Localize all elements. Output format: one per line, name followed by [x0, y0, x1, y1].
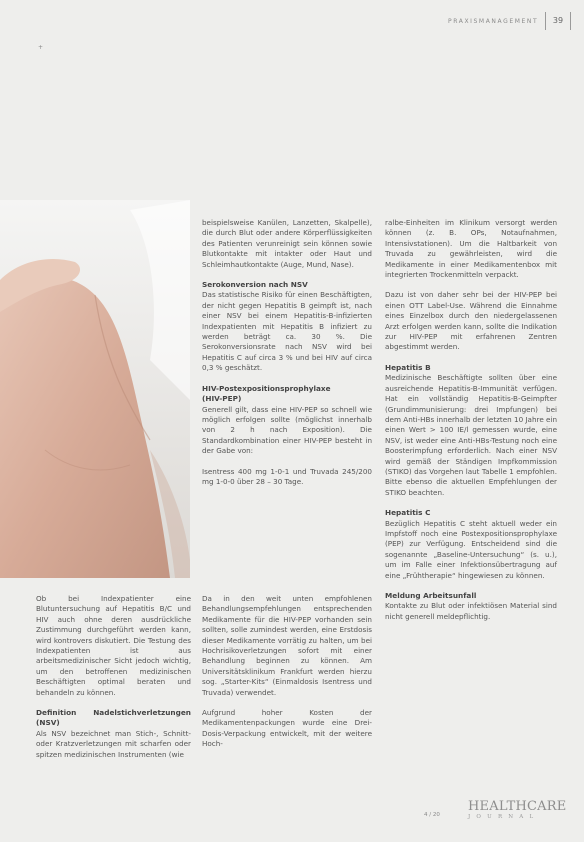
heading-hiv-pep: HIV-Postexpositionsprophylaxe: [202, 383, 331, 393]
paragraph: Generell gilt, dass eine HIV-PEP so schnell wie möglich erfolgen sollte (möglichst innerhalb von 2 h nach Exposition). Die Standardkombination einer HIV-PEP besteht in der Gabe von:: [202, 404, 372, 456]
text-column-c: [36, 594, 191, 770]
logo-subtitle: JOURNAL: [468, 814, 540, 820]
heading-meldung: Meldung Arbeitsunfall: [385, 591, 477, 600]
hand-photo: [0, 200, 190, 578]
text-column-d: [202, 594, 372, 760]
paragraph: Medizinische Beschäftigte sollten über eine ausreichende Hepatitis-B-Immunität verfügen. Hat ein vollständig Hepatitis-B-Geimpfter (Grundimmunisierung: drei Impfungen) bei dem Anti-HBs innerhalb der letzten 10 Jahre ein einen Wert > 100 IE/l gemessen wurde, eine NSV, ist weder eine Anti-HBs-Testung noch eine Boosterimpfung erforderlich. Nach einer NSV wird gemäß der Ständigen Impfkommission (STIKO) das Vorgehen laut Tabelle 1 empfohlen. Bitte ebenso die aktuellen Empfehlungen der STIKO beachten.: [385, 373, 557, 497]
hand-illustration: [0, 200, 190, 578]
paragraph: Ob bei Indexpatienter eine Blutuntersuchung auf Hepatitis B/C und HIV auch ohne deren ausdrückliche Zustimmung durchgeführt werden kann, wird kontrovers diskutiert. Die Testung des Indexpatienten ist aus arbeitsmedizinischer Sicht jedoch wichtig, um den betroffenen medizinischen Beschäftigten optimal beraten und behandeln zu können.: [36, 594, 191, 697]
printer-mark: +: [38, 44, 44, 51]
heading-definition-nsv: Definition Nadelstichverletzungen (NSV): [36, 708, 191, 728]
paragraph: Kontakte zu Blut oder infektiösen Material sind nicht generell meldepflichtig.: [385, 601, 557, 621]
paragraph: beispielsweise Kanülen, Lanzetten, Skalpelle), die durch Blut oder andere Körperflüssigkeiten des Patienten verunreinigt sein können sowie Blutkontakte mit intakter oder Haut und Schleimhautkontakte (Auge, Mund, Nase).: [202, 218, 372, 269]
footer-issue-code: 4 / 20: [424, 812, 440, 818]
heading-serokonversion: Serokonversion nach NSV: [202, 280, 308, 290]
text-column-b: [385, 218, 557, 632]
paragraph: Bezüglich Hepatitis C steht aktuell weder ein Impfstoff noch eine Postexpositionsprophylaxe (PEP) zur Verfügung. Entscheidend sind die sogenannte „Baseline-Untersuchung“ (s. u.), um im Falle einer Infektionsübertragung auf eine „Frühtherapie“ hingewiesen zu können.: [385, 518, 557, 580]
paragraph: Als NSV bezeichnet man Stich-, Schnitt- oder Kratzverletzungen mit scharfen oder spitzen medizinischen Instrumenten (wie: [36, 728, 191, 759]
text-column-a: [202, 218, 372, 497]
paragraph: Aufgrund hoher Kosten der Medikamentenpackungen wurde eine Drei-Dosis-Verpackung entwickelt, mit der weitere Hoch-: [202, 708, 372, 749]
heading-hepatitis-c: Hepatitis C: [385, 508, 431, 518]
paragraph: Das statistische Risiko für einen Beschäftigten, der nicht gegen Hepatitis B geimpft ist, nach einer NSV bei einem Hepatitis-B-infizierten Indexpatienten mit Hepatitis B infiziert zu werden beträgt ca. 30 %. Die Serokonversionsrate nach NSV wird bei Hepatitis C auf circa 3 % und bei HIV auf circa 0,3 % geschätzt.: [202, 290, 372, 373]
heading-hiv-pep-sub: (HIV-PEP): [202, 394, 242, 404]
paragraph: Isentress 400 mg 1-0-1 und Truvada 245/200 mg 1-0-0 über 28 – 30 Tage.: [202, 466, 372, 486]
paragraph: Dazu ist von daher sehr bei der HIV-PEP bei einen OTT Label-Use. Während die Einnahme eines Einzelbox durch den niedergelassenen Arzt erfolgen werden kann, sollte die Indikation zur HIV-PEP mit erfahrenen Zentren abgestimmt werden.: [385, 290, 557, 352]
paragraph: ralbe-Einheiten im Klinikum versorgt werden können (z. B. OPs, Notaufnahmen, Intensivstationen). Um die Haltbarkeit von Truvada zu gewährleisten, wird die Medikamente in einer Medikamentenbox mit integrierten Trockenmitteln verpackt.: [385, 218, 557, 280]
logo-wordmark: HEALTHCARE: [468, 799, 567, 814]
page-number: 39: [545, 12, 571, 30]
paragraph: Da in den weit unten empfohlenen Behandlungsempfehlungen entsprechenden Medikamente für die HIV-PEP vorhanden sein sollten, solle zumindest werden, eine Erstdosis dieser Medikamente vorrätig zu halten, um bei Hochrisikoverletzungen sofort mit einer Behandlung beginnen zu können. Am Universitätsklinikum Frankfurt werden hierzu sog. „Starter-Kits“ (Einmaldosis Isentress und Truvada) verwendet.: [202, 594, 372, 697]
healthcare-journal-logo: [468, 799, 567, 821]
heading-hepatitis-b: Hepatitis B: [385, 362, 431, 372]
section-label: PRAXISMANAGEMENT: [448, 18, 539, 25]
